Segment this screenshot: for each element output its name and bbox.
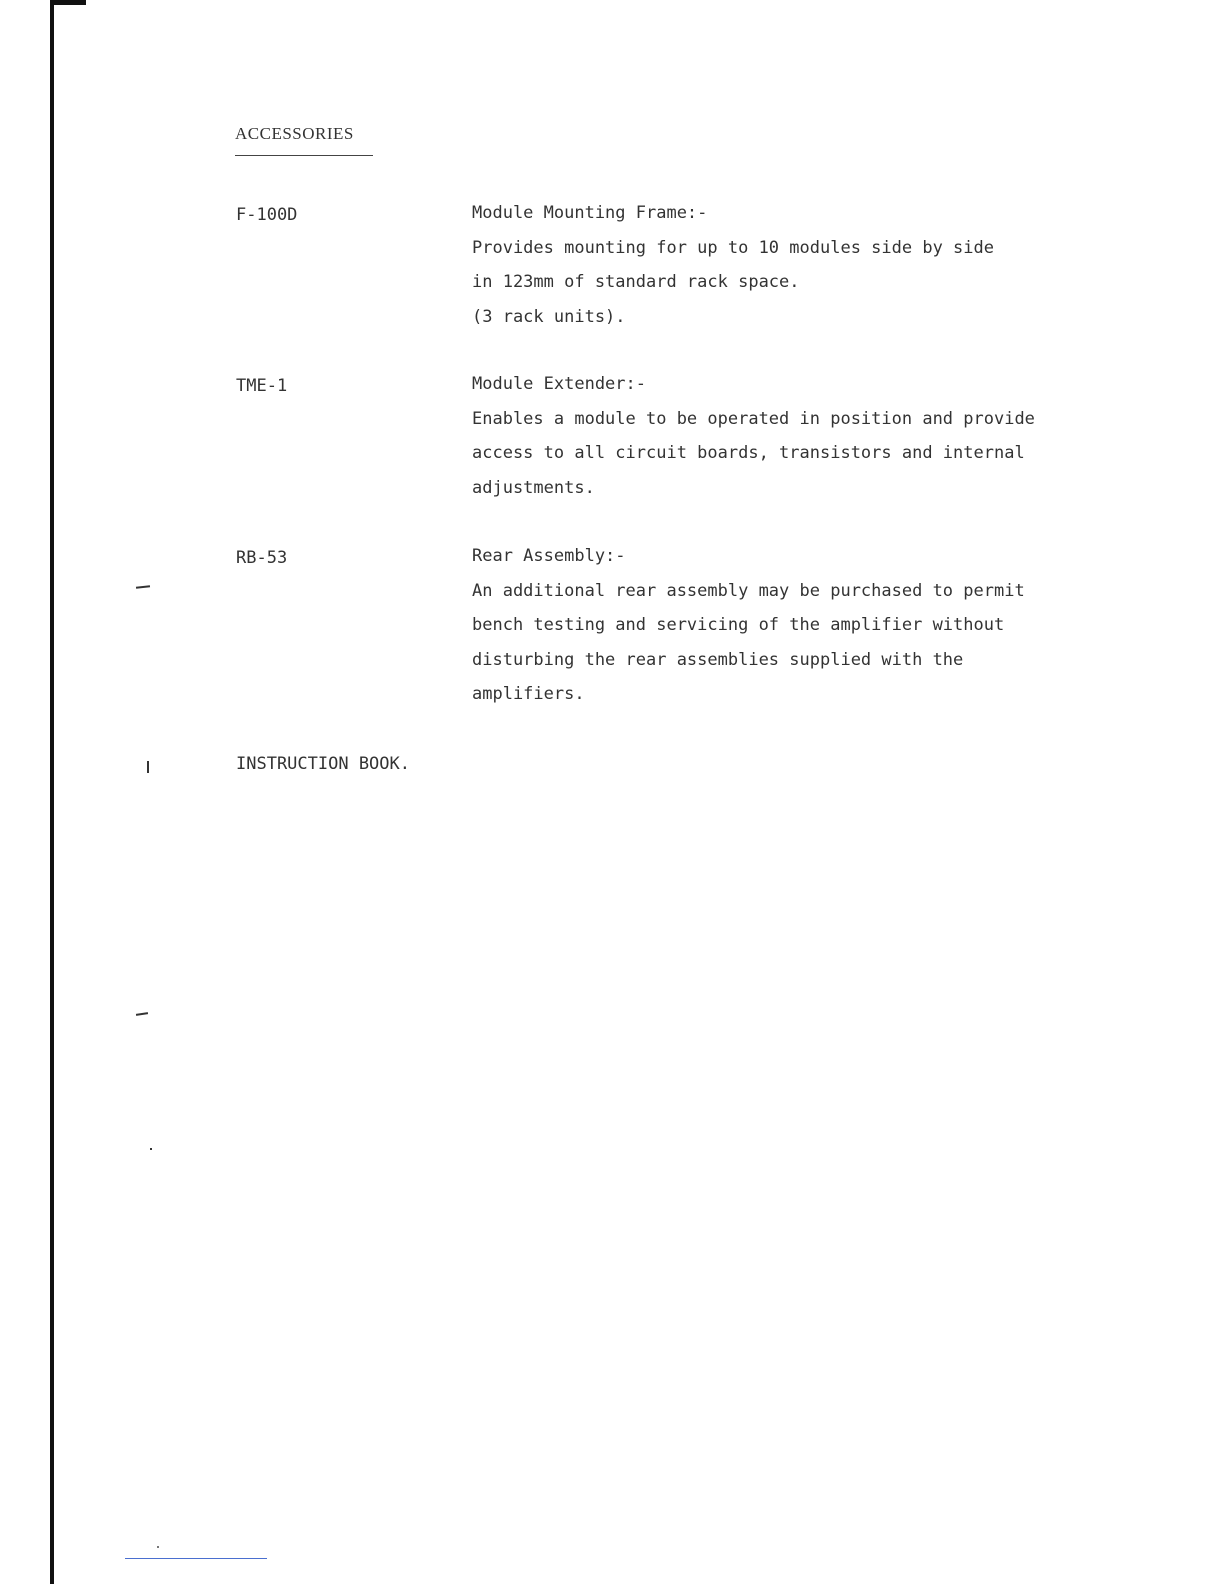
entry-code: RB-53 bbox=[236, 548, 288, 568]
entry-line: (3 rack units). bbox=[472, 306, 626, 327]
scan-mark bbox=[136, 1012, 148, 1016]
entry-title: Module Extender:- bbox=[472, 374, 646, 394]
entry-description bbox=[472, 196, 1112, 334]
entry-code: F-100D bbox=[236, 205, 298, 225]
entry-line: Provides mounting for up to 10 modules side by side bbox=[472, 237, 994, 258]
footer-rule bbox=[125, 1558, 267, 1559]
heading-underline bbox=[235, 155, 373, 156]
section-heading: ACCESSORIES bbox=[235, 124, 354, 143]
entry-line: disturbing the rear assemblies supplied with the bbox=[472, 649, 964, 670]
scan-border-top bbox=[50, 0, 86, 5]
scan-mark bbox=[147, 761, 149, 773]
entry-code: TME-1 bbox=[236, 376, 288, 396]
entry-line: amplifiers. bbox=[472, 684, 585, 704]
scan-border-left bbox=[50, 0, 54, 1584]
entry-line: Enables a module to be operated in position and provide bbox=[472, 408, 1035, 429]
closing-text: INSTRUCTION BOOK. bbox=[236, 754, 410, 774]
scan-mark bbox=[150, 1148, 152, 1150]
entry-line: bench testing and servicing of the amplifier without bbox=[472, 615, 1005, 635]
entry-title: Rear Assembly:- bbox=[472, 546, 626, 566]
scan-mark bbox=[157, 1546, 159, 1548]
entry-line: access to all circuit boards, transistors and internal bbox=[472, 443, 1025, 463]
entry-line: adjustments. bbox=[472, 477, 595, 498]
scan-mark bbox=[136, 585, 150, 588]
entry-description bbox=[472, 539, 1112, 712]
entry-title: Module Mounting Frame:- bbox=[472, 203, 708, 223]
entry-description bbox=[472, 367, 1112, 505]
entry-line: in 123mm of standard rack space. bbox=[472, 272, 800, 292]
entry-line: An additional rear assembly may be purchased to permit bbox=[472, 580, 1025, 601]
